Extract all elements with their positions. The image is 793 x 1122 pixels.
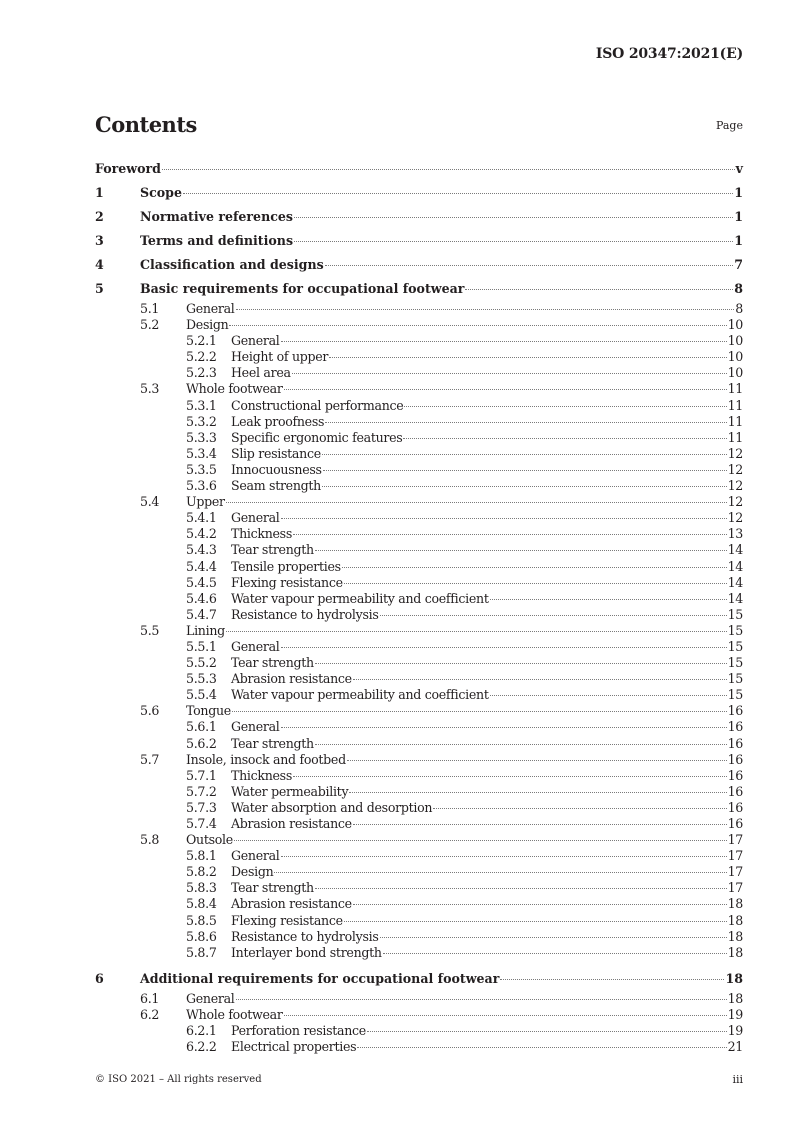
toc-entry-title[interactable]: Flexing resistance <box>231 574 343 590</box>
toc-entry-title[interactable]: Abrasion resistance <box>231 671 352 687</box>
toc-entry[interactable] <box>95 559 743 575</box>
toc-entry[interactable] <box>95 157 743 181</box>
dot-leader <box>293 534 727 535</box>
toc-entry-number: 5.3.5 <box>186 461 217 477</box>
toc-entry-number: 5.4.1 <box>186 510 217 526</box>
toc-entry-number: 5.5.2 <box>186 655 217 671</box>
toc-entry-title[interactable]: Insole, insock and footbed <box>186 751 346 767</box>
dot-leader <box>162 169 735 170</box>
toc-entry-number: 5.3.4 <box>186 445 217 461</box>
toc-entry-title[interactable]: Resistance to hydrolysis <box>231 928 379 944</box>
dot-leader <box>404 406 726 407</box>
toc-entry-number: 4 <box>95 257 104 272</box>
toc-entry-title[interactable]: Outsole <box>186 832 233 848</box>
toc-entry-title[interactable]: Tear strength <box>231 542 314 558</box>
toc-entry-title[interactable]: Water absorption and desorption <box>231 799 433 815</box>
dot-leader <box>344 583 727 584</box>
toc-entry-number: 5.2.1 <box>186 333 217 349</box>
toc-entry-title[interactable]: Scope <box>140 185 182 200</box>
dot-leader <box>226 631 727 632</box>
toc-entry-title[interactable]: Tear strength <box>231 655 314 671</box>
toc-entry-page[interactable]: 16 <box>727 783 743 799</box>
toc-entry-title[interactable]: Thickness <box>231 767 293 783</box>
toc-entry[interactable] <box>95 591 743 607</box>
dot-leader <box>232 711 727 712</box>
dot-leader <box>490 695 727 696</box>
toc-entry-number: 1 <box>95 185 104 200</box>
dot-leader <box>315 663 727 664</box>
toc-entry[interactable] <box>95 607 743 623</box>
toc-entry-title[interactable]: Additional requirements for occupational footwear <box>140 970 500 986</box>
toc-entry-number: 5.8.1 <box>186 848 217 864</box>
dot-leader <box>329 357 726 358</box>
toc-entry-page[interactable]: 18 <box>725 970 743 986</box>
toc-entry-number: 5.3.3 <box>186 429 217 445</box>
toc-entry-page[interactable]: 7 <box>734 257 743 272</box>
toc-entry-page[interactable]: 8 <box>735 301 743 316</box>
toc-entry-number: 5.5.1 <box>186 638 217 654</box>
footer-copyright: © ISO 2021 – All rights reserved <box>95 1074 262 1085</box>
toc-entry[interactable] <box>95 896 743 912</box>
toc-entry-title[interactable]: Whole footwear <box>186 381 283 397</box>
toc-entry[interactable] <box>95 655 743 671</box>
toc-entry[interactable] <box>95 333 743 349</box>
toc-entry-page[interactable]: 11 <box>727 429 743 445</box>
toc-entry[interactable] <box>95 1039 743 1055</box>
toc-entry-page[interactable]: 11 <box>727 381 743 397</box>
dot-leader <box>383 953 727 954</box>
dot-leader <box>183 193 733 194</box>
page-column-label: Page <box>715 119 743 132</box>
dot-leader <box>344 921 727 922</box>
dot-leader <box>357 1047 726 1048</box>
toc-entry[interactable] <box>95 671 743 687</box>
dot-leader <box>292 373 727 374</box>
dot-leader <box>294 217 733 218</box>
toc-entry[interactable] <box>95 205 743 229</box>
toc-entry-number: 6.2 <box>140 1006 160 1022</box>
toc-entry-page[interactable]: v <box>735 161 743 176</box>
toc-entry-title[interactable]: Classification and designs <box>140 257 324 272</box>
toc-entry-page[interactable]: 10 <box>727 349 743 365</box>
toc-entry-title[interactable]: Tongue <box>186 703 231 719</box>
toc-entry-page[interactable]: 13 <box>727 526 743 542</box>
dot-leader <box>284 1015 727 1016</box>
dot-leader <box>403 438 726 439</box>
toc-entry[interactable] <box>95 703 743 719</box>
toc-entry-page[interactable]: 21 <box>727 1039 743 1055</box>
toc-entry-number: 5.4.3 <box>186 542 217 558</box>
toc-entry-page[interactable]: 10 <box>727 333 743 349</box>
dot-leader <box>229 325 726 326</box>
contents-title: Contents <box>95 112 197 137</box>
toc-entry-title[interactable]: Lining <box>186 622 225 638</box>
toc-entry-title[interactable]: Upper <box>186 494 225 510</box>
toc-entry[interactable] <box>95 800 743 816</box>
toc-entry-title[interactable]: Whole footwear <box>186 1006 283 1022</box>
toc-entry-title[interactable]: General <box>231 333 280 349</box>
toc-entry[interactable] <box>95 623 743 639</box>
dot-leader <box>465 289 733 290</box>
toc-entry-title[interactable]: Specific ergonomic features <box>231 429 403 445</box>
toc-entry-number: 5.4.6 <box>186 590 217 606</box>
dot-leader <box>342 567 727 568</box>
table-of-contents <box>95 157 743 1055</box>
toc-entry-page[interactable]: 11 <box>727 397 743 413</box>
toc-entry-page[interactable]: 18 <box>727 990 743 1006</box>
toc-entry-number: 5.4.5 <box>186 574 217 590</box>
dot-leader <box>284 389 727 390</box>
toc-entry-page[interactable]: 15 <box>727 671 743 687</box>
dot-leader <box>315 888 727 889</box>
toc-entry-page[interactable]: 14 <box>727 590 743 606</box>
toc-entry-page[interactable]: 16 <box>727 751 743 767</box>
toc-entry[interactable] <box>95 639 743 655</box>
toc-entry-page[interactable]: 14 <box>727 574 743 590</box>
toc-entry-page[interactable]: 10 <box>727 365 743 381</box>
toc-entry-number: 5 <box>95 281 104 296</box>
toc-entry[interactable] <box>95 349 743 365</box>
toc-entry-title[interactable]: Tear strength <box>231 880 314 896</box>
toc-entry-title[interactable]: Resistance to hydrolysis <box>231 606 379 622</box>
dot-leader <box>349 792 726 793</box>
toc-entry-title[interactable]: General <box>231 719 280 735</box>
dot-leader <box>281 647 727 648</box>
toc-entry-title[interactable]: Heel area <box>231 365 291 381</box>
dot-leader <box>274 872 726 873</box>
toc-entry[interactable] <box>95 510 743 526</box>
toc-entry-title[interactable]: Electrical properties <box>231 1039 357 1055</box>
footer-page-number: iii <box>732 1073 743 1086</box>
dot-leader <box>322 454 727 455</box>
toc-entry-title[interactable]: Terms and definitions <box>140 233 294 248</box>
toc-entry-number: 5.8.5 <box>186 912 217 928</box>
toc-entry-title[interactable]: Innocuousness <box>231 461 322 477</box>
toc-entry-page[interactable]: 15 <box>727 622 743 638</box>
toc-entry-page[interactable]: 1 <box>734 233 743 248</box>
toc-entry-number: 5.8.4 <box>186 896 217 912</box>
toc-entry[interactable] <box>95 832 743 848</box>
dot-leader <box>380 615 727 616</box>
toc-entry-number: 5.7 <box>140 751 160 767</box>
dot-leader <box>315 550 727 551</box>
toc-entry[interactable] <box>95 381 743 397</box>
toc-entry[interactable] <box>95 880 743 896</box>
toc-entry[interactable] <box>95 494 743 510</box>
toc-entry-number: 5.8.7 <box>186 944 217 960</box>
toc-entry-page[interactable]: 16 <box>727 735 743 751</box>
dot-leader <box>294 241 733 242</box>
toc-entry[interactable] <box>95 430 743 446</box>
toc-entry[interactable] <box>95 446 743 462</box>
toc-entry-number: 5.6.1 <box>186 719 217 735</box>
toc-entry-page[interactable]: 12 <box>727 445 743 461</box>
toc-entry[interactable] <box>95 398 743 414</box>
toc-entry-title[interactable]: Height of upper <box>231 349 329 365</box>
toc-entry-number: 5.8.2 <box>186 864 217 880</box>
dot-leader <box>367 1031 727 1032</box>
toc-entry-page[interactable]: 14 <box>727 558 743 574</box>
toc-entry-page[interactable]: 12 <box>727 510 743 526</box>
dot-leader <box>281 856 727 857</box>
toc-entry[interactable] <box>95 277 743 301</box>
dot-leader <box>236 999 727 1000</box>
toc-entry-number: 5.5 <box>140 622 160 638</box>
toc-entry-title[interactable]: General <box>186 301 235 316</box>
toc-entry-number: 5.8.6 <box>186 928 217 944</box>
toc-entry-page[interactable]: 16 <box>727 703 743 719</box>
toc-entry-title[interactable]: Design <box>186 317 229 333</box>
toc-entry-page[interactable]: 12 <box>727 461 743 477</box>
toc-entry-number: 5.6.2 <box>186 735 217 751</box>
toc-entry-number: 5.8 <box>140 832 160 848</box>
toc-entry-number: 5.3.6 <box>186 478 217 494</box>
toc-entry[interactable] <box>95 736 743 752</box>
toc-entry-title[interactable]: Water permeability <box>231 783 349 799</box>
toc-entry-title[interactable]: Leak proofness <box>231 413 325 429</box>
toc-entry[interactable] <box>95 229 743 253</box>
toc-entry-number: 5.7.2 <box>186 783 217 799</box>
toc-entry[interactable] <box>95 816 743 832</box>
toc-entry[interactable] <box>95 542 743 558</box>
toc-entry-page[interactable]: 10 <box>727 317 743 333</box>
toc-entry-title[interactable]: General <box>231 510 280 526</box>
toc-entry-title[interactable]: Perforation resistance <box>231 1023 366 1039</box>
toc-entry-page[interactable]: 1 <box>734 209 743 224</box>
toc-entry-number: 2 <box>95 209 104 224</box>
toc-entry-page[interactable]: 17 <box>727 880 743 896</box>
toc-entry[interactable] <box>95 967 743 991</box>
toc-entry-number: 5.4 <box>140 494 160 510</box>
toc-entry-page[interactable]: 11 <box>727 413 743 429</box>
toc-entry-page[interactable]: 8 <box>734 281 743 296</box>
toc-entry[interactable] <box>95 253 743 277</box>
toc-entry-page[interactable]: 16 <box>727 799 743 815</box>
dot-leader <box>490 599 727 600</box>
toc-entry[interactable] <box>95 181 743 205</box>
toc-entry-title[interactable]: Basic requirements for occupational footwear <box>140 281 465 296</box>
toc-entry-title[interactable]: Tensile properties <box>231 558 341 574</box>
dot-leader <box>281 518 727 519</box>
toc-entry-title[interactable]: Slip resistance <box>231 445 321 461</box>
dot-leader <box>380 937 727 938</box>
toc-entry-number: 5.8.3 <box>186 880 217 896</box>
toc-entry-number: 6.2.2 <box>186 1039 217 1055</box>
toc-entry[interactable] <box>95 365 743 381</box>
toc-entry-page[interactable]: 15 <box>727 606 743 622</box>
toc-entry-number: 3 <box>95 233 104 248</box>
toc-entry-page[interactable]: 18 <box>727 912 743 928</box>
toc-entry[interactable] <box>95 575 743 591</box>
toc-entry-page[interactable]: 12 <box>727 494 743 510</box>
toc-entry-page[interactable]: 18 <box>727 944 743 960</box>
toc-entry[interactable] <box>95 929 743 945</box>
toc-entry-title[interactable]: Constructional performance <box>231 397 404 413</box>
toc-entry-number: 6 <box>95 970 104 986</box>
toc-entry-page[interactable]: 16 <box>727 719 743 735</box>
dot-leader <box>353 904 727 905</box>
toc-entry-number: 5.2.3 <box>186 365 217 381</box>
toc-entry-number: 5.3.1 <box>186 397 217 413</box>
toc-entry-page[interactable]: 15 <box>727 655 743 671</box>
dot-leader <box>315 744 727 745</box>
toc-entry-title[interactable]: General <box>231 848 280 864</box>
toc-entry-page[interactable]: 16 <box>727 767 743 783</box>
toc-entry[interactable] <box>95 1007 743 1023</box>
toc-entry-page[interactable]: 19 <box>727 1023 743 1039</box>
toc-entry[interactable] <box>95 768 743 784</box>
toc-entry-page[interactable]: 15 <box>727 638 743 654</box>
toc-entry-page[interactable]: 16 <box>727 816 743 831</box>
toc-entry-page[interactable]: 17 <box>727 864 743 880</box>
dot-leader <box>323 470 727 471</box>
toc-entry-number: 5.7.4 <box>186 816 217 831</box>
toc-entry[interactable] <box>95 848 743 864</box>
toc-entry-number: 5.5.3 <box>186 671 217 687</box>
toc-entry-number: 5.2.2 <box>186 349 217 365</box>
toc-entry[interactable] <box>95 414 743 430</box>
toc-entry[interactable] <box>95 1023 743 1039</box>
toc-entry-title[interactable]: Flexing resistance <box>231 912 343 928</box>
toc-entry-number: 5.3 <box>140 381 160 397</box>
dot-leader <box>281 727 727 728</box>
dot-leader <box>353 679 727 680</box>
dot-leader <box>325 422 726 423</box>
toc-entry-number: 6.1 <box>140 990 160 1006</box>
toc-entry-number: 5.7.3 <box>186 799 217 815</box>
toc-entry-page[interactable]: 19 <box>727 1006 743 1022</box>
toc-entry-page[interactable]: 15 <box>727 687 743 703</box>
dot-leader <box>234 840 727 841</box>
toc-entry-title[interactable]: Seam strength <box>231 478 321 494</box>
toc-entry-title[interactable]: Interlayer bond strength <box>231 944 382 960</box>
dot-leader <box>500 979 724 980</box>
toc-entry[interactable] <box>95 784 743 800</box>
toc-entry-title[interactable]: Water vapour permeability and coefficient <box>231 687 489 703</box>
dot-leader <box>236 309 735 310</box>
toc-entry[interactable] <box>95 864 743 880</box>
toc-entry-number: 6.2.1 <box>186 1023 217 1039</box>
toc-entry-title[interactable]: Normative references <box>140 209 294 224</box>
dot-leader <box>353 824 727 825</box>
toc-entry[interactable] <box>95 719 743 735</box>
toc-entry[interactable] <box>95 752 743 768</box>
toc-entry-title[interactable]: Tear strength <box>231 735 314 751</box>
dot-leader <box>322 486 727 487</box>
toc-entry-number: 5.3.2 <box>186 413 217 429</box>
toc-entry-number: 5.7.1 <box>186 767 217 783</box>
toc-entry-title[interactable]: Thickness <box>231 526 293 542</box>
toc-entry-page[interactable]: 17 <box>727 848 743 864</box>
dot-leader <box>433 808 726 809</box>
toc-entry[interactable] <box>95 945 743 961</box>
document-id: ISO 20347:2021(E) <box>595 46 743 62</box>
toc-entry-page[interactable]: 12 <box>727 478 743 494</box>
toc-entry[interactable] <box>95 913 743 929</box>
toc-entry[interactable] <box>95 478 743 494</box>
toc-entry-title[interactable]: Water vapour permeability and coefficient <box>231 590 489 606</box>
toc-entry-page[interactable]: 14 <box>727 542 743 558</box>
toc-entry-number: 5.2 <box>140 317 160 333</box>
dot-leader <box>293 776 727 777</box>
dot-leader <box>347 760 727 761</box>
toc-entry[interactable] <box>95 462 743 478</box>
toc-entry-number: 5.4.4 <box>186 558 217 574</box>
dot-leader <box>281 341 727 342</box>
toc-entry-number: 5.1 <box>140 301 160 316</box>
toc-entry-number: 5.4.2 <box>186 526 217 542</box>
toc-entry-number: 5.5.4 <box>186 687 217 703</box>
toc-entry[interactable] <box>95 526 743 542</box>
toc-entry-page[interactable]: 17 <box>727 832 743 848</box>
dot-leader <box>325 265 734 266</box>
toc-entry-title[interactable]: Design <box>231 864 274 880</box>
toc-entry-page[interactable]: 1 <box>734 185 743 200</box>
toc-entry-title[interactable]: Foreword <box>95 161 161 176</box>
toc-entry[interactable] <box>95 991 743 1007</box>
toc-entry-title[interactable]: Abrasion resistance <box>231 816 352 831</box>
toc-entry-title[interactable]: Abrasion resistance <box>231 896 352 912</box>
toc-entry-title[interactable]: General <box>231 638 280 654</box>
toc-entry-title[interactable]: General <box>186 990 235 1006</box>
toc-entry[interactable] <box>95 317 743 333</box>
dot-leader <box>226 502 727 503</box>
toc-entry-page[interactable]: 18 <box>727 896 743 912</box>
toc-entry-number: 5.6 <box>140 703 160 719</box>
toc-entry-number: 5.4.7 <box>186 606 217 622</box>
toc-entry[interactable] <box>95 687 743 703</box>
toc-entry-page[interactable]: 18 <box>727 928 743 944</box>
toc-entry[interactable] <box>95 301 743 317</box>
